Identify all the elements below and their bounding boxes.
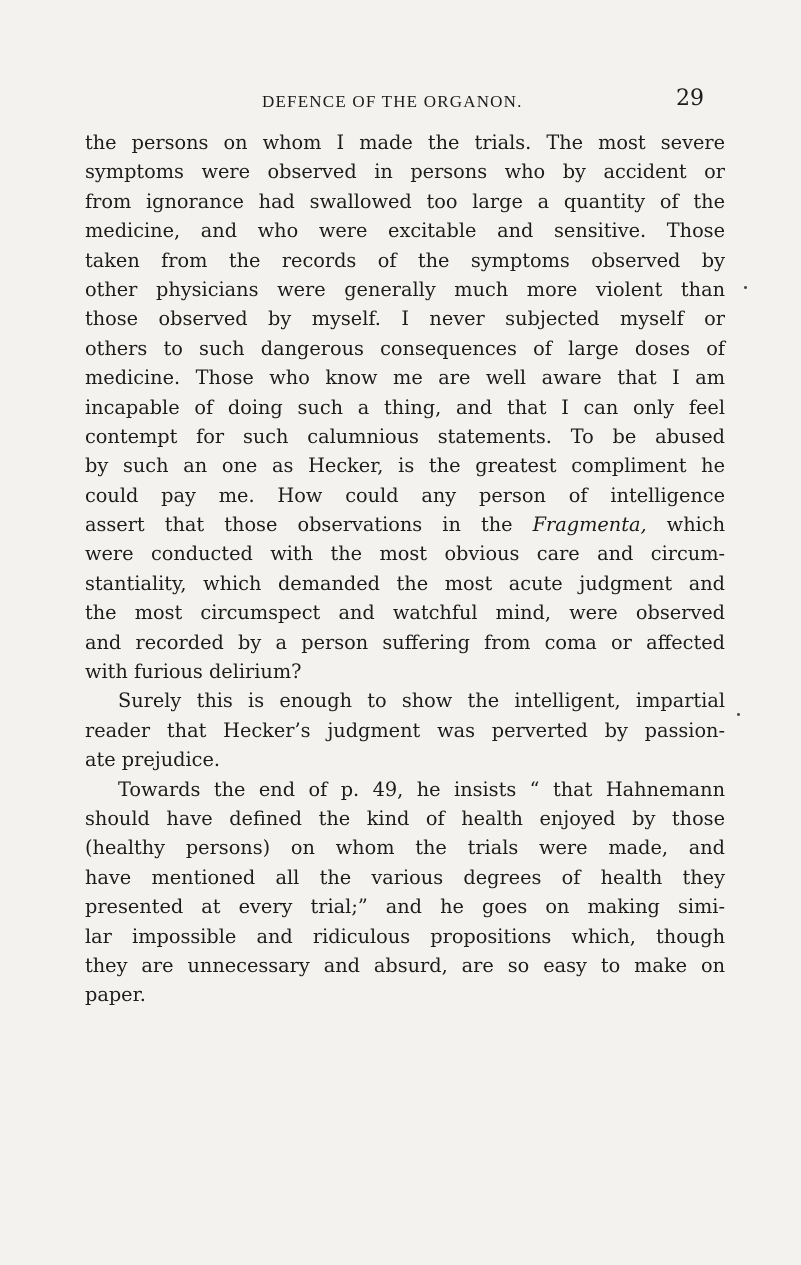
text-line: taken from the records of the symptoms observed by	[85, 248, 725, 272]
text-line: (healthy persons) on whom the trials were made, and	[85, 836, 725, 860]
text-line: have mentioned all the various degrees of health they	[85, 865, 725, 889]
text-line: they are unnecessary and absurd, are so easy to make on	[85, 953, 725, 977]
text-line: contempt for such calumnious statements. To be abused	[85, 424, 725, 448]
body-text	[85, 128, 725, 1010]
text-line-with-italic	[85, 510, 725, 539]
text-line: the most circumspect and watchful mind, were observed	[85, 601, 725, 625]
text-run: assert that those observations in the	[85, 513, 533, 537]
text-line: with furious delirium?	[85, 660, 302, 684]
paragraph-start: Towards the end of p. 49, he insists “ that Hahnemann	[118, 777, 725, 801]
text-line: should have defined the kind of health enjoyed by those	[85, 806, 725, 830]
text-line: those observed by myself. I never subjected myself or	[85, 307, 725, 331]
text-line: lar impossible and ridiculous propositions which, though	[85, 924, 725, 948]
italic-title-fragmenta: Fragmenta,	[532, 513, 647, 537]
text-line: were conducted with the most obvious care and circum-	[85, 542, 725, 566]
text-line: reader that Hecker’s judgment was perverted by passion-	[85, 718, 725, 742]
text-line: presented at every trial;” and he goes on making simi-	[85, 895, 725, 919]
text-line: medicine, and who were excitable and sensitive. Those	[85, 219, 725, 243]
text-line: and recorded by a person suffering from coma or affected	[85, 630, 725, 654]
paragraph-start: Surely this is enough to show the intelligent, impartial	[118, 689, 725, 713]
page-number: 29	[676, 86, 704, 111]
margin-mark	[737, 713, 740, 716]
running-title: DEFENCE OF THE ORGANON.	[262, 92, 523, 111]
text-run: which	[646, 513, 725, 537]
text-line: the persons on whom I made the trials. The most severe	[85, 131, 725, 154]
text-line: symptoms were observed in persons who by accident or	[85, 160, 725, 184]
text-line: paper.	[85, 983, 146, 1007]
text-line: from ignorance had swallowed too large a quantity of the	[85, 189, 725, 213]
text-line: stantiality, which demanded the most acute judgment and	[85, 571, 725, 595]
text-line: other physicians were generally much more violent than	[85, 277, 725, 301]
text-line: incapable of doing such a thing, and that I can only feel	[85, 395, 725, 419]
text-line: could pay me. How could any person of intelligence	[85, 483, 725, 507]
text-line: ate prejudice.	[85, 748, 220, 772]
margin-mark	[744, 286, 747, 289]
text-line: by such an one as Hecker, is the greatest compliment he	[85, 454, 725, 478]
text-line: medicine. Those who know me are well aware that I am	[85, 366, 725, 390]
text-line: others to such dangerous consequences of large doses of	[85, 336, 725, 360]
